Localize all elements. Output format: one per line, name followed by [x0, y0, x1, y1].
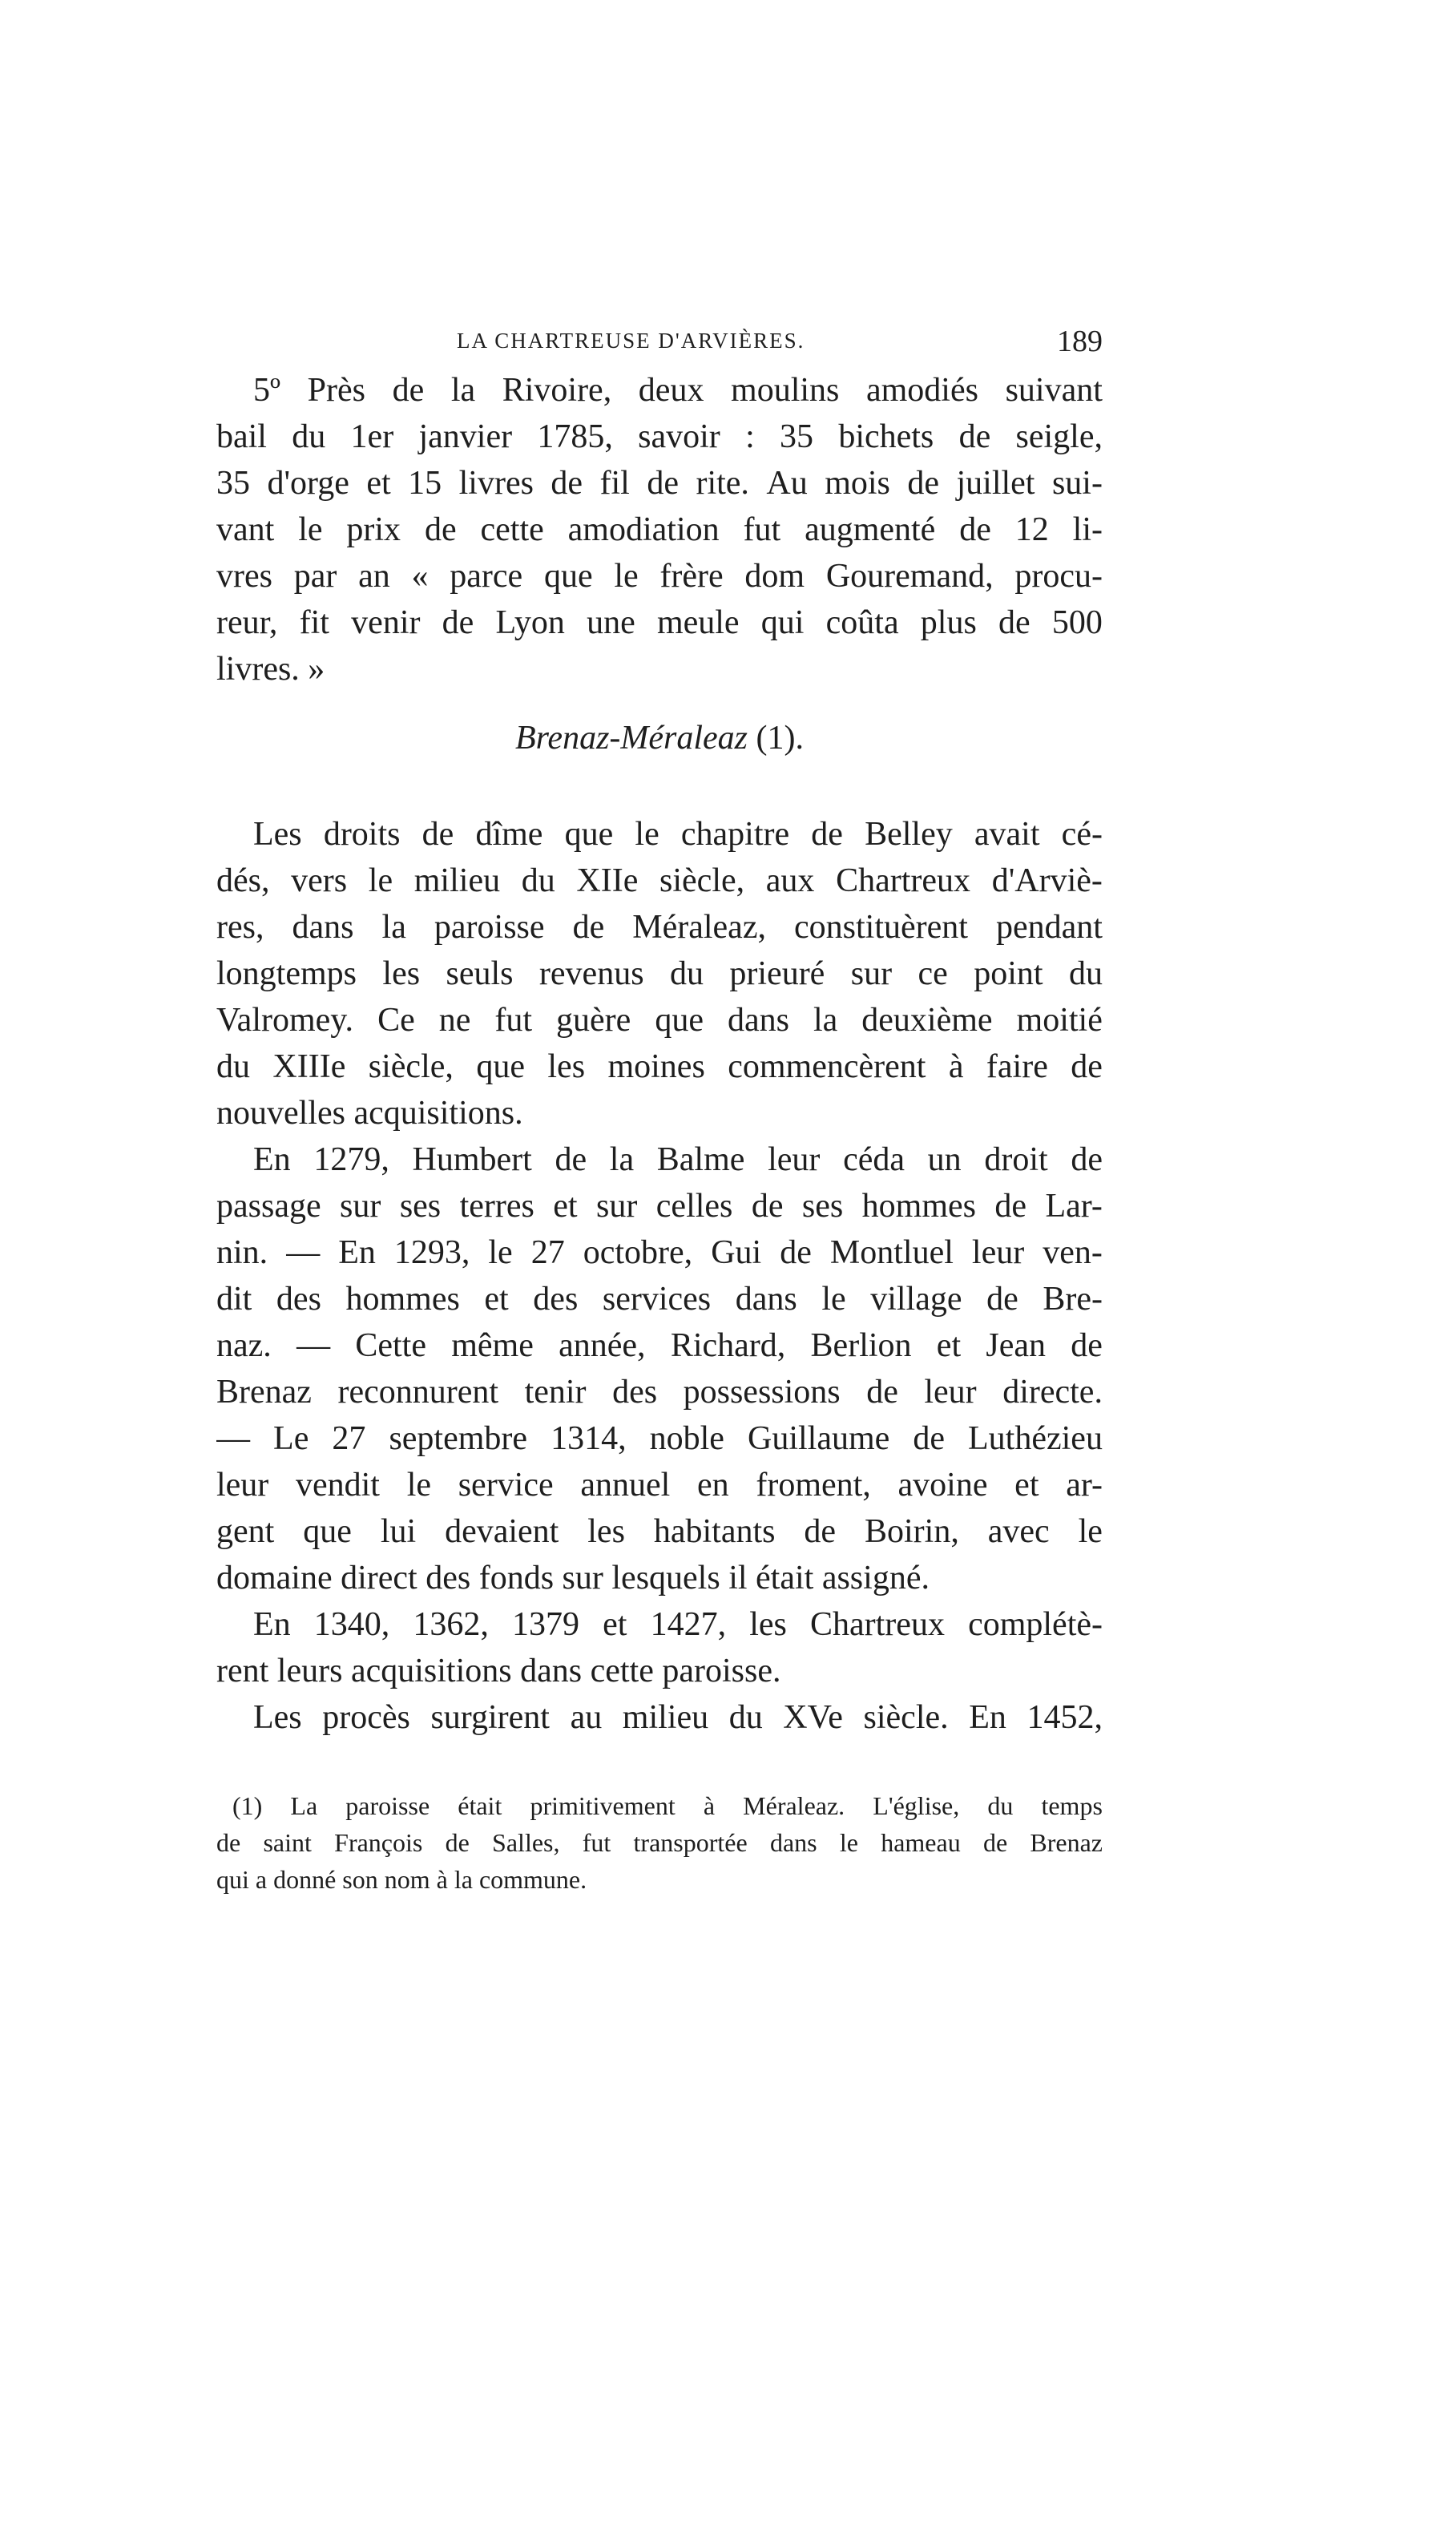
text-line: gent que lui devaient les habitants de Boirin, avec le: [216, 1513, 1103, 1550]
text-line: rent leurs acquisitions dans cette paroisse.: [216, 1653, 781, 1689]
section-heading: [216, 715, 1103, 761]
text-line: naz. — Cette même année, Richard, Berlion et Jean de: [216, 1327, 1103, 1364]
page-number: 189: [1057, 325, 1103, 358]
footnote-line: (1) La paroisse était primitivement à Méraleaz. L'église, du temps: [232, 1791, 1103, 1820]
text-line: En 1340, 1362, 1379 et 1427, les Chartreux complétè-: [253, 1606, 1103, 1643]
text-line: res, dans la paroisse de Méraleaz, constituèrent pendant: [216, 909, 1103, 946]
text-line: Valromey. Ce ne fut guère que dans la deuxième moitié: [216, 1002, 1103, 1039]
text-line: dés, vers le milieu du XIIe siècle, aux Chartreux d'Arviè-: [216, 862, 1103, 899]
footnote-line: de saint François de Salles, fut transportée dans le hameau de Brenaz: [216, 1828, 1103, 1857]
text-line: passage sur ses terres et sur celles de ses hommes de Lar-: [216, 1188, 1103, 1225]
text-line: En 1279, Humbert de la Balme leur céda un droit de: [253, 1141, 1103, 1178]
text-line: vres par an « parce que le frère dom Gouremand, procu-: [216, 558, 1103, 595]
paragraph-1: [216, 367, 1103, 692]
paragraph-3: [216, 1136, 1103, 1601]
text-line: livres. »: [216, 651, 325, 688]
text-line: 5º Près de la Rivoire, deux moulins amodiés suivant: [253, 372, 1103, 409]
text-line: Les droits de dîme que le chapitre de Belley avait cé-: [253, 816, 1103, 853]
footnote-line: qui a donné son nom à la commune.: [216, 1865, 587, 1894]
text-line: 35 d'orge et 15 livres de fil de rite. Au mois de juillet sui-: [216, 465, 1103, 502]
text-line: bail du 1er janvier 1785, savoir : 35 bichets de seigle,: [216, 418, 1103, 455]
text-line: nin. — En 1293, le 27 octobre, Gui de Montluel leur ven-: [216, 1234, 1103, 1271]
text-line: domaine direct des fonds sur lesquels il était assigné.: [216, 1560, 930, 1597]
text-line: reur, fit venir de Lyon une meule qui coûta plus de 500: [216, 604, 1103, 641]
footnote-reference: (1).: [756, 720, 805, 757]
text-line: vant le prix de cette amodiation fut augmenté de 12 li-: [216, 511, 1103, 548]
paragraph-2: [216, 811, 1103, 1136]
text-line: nouvelles acquisitions.: [216, 1095, 523, 1132]
text-line: leur vendit le service annuel en froment, avoine et ar-: [216, 1467, 1103, 1504]
text-line: longtemps les seuls revenus du prieuré sur ce point du: [216, 955, 1103, 992]
text-line: Brenaz reconnurent tenir des possessions de leur directe.: [216, 1374, 1103, 1411]
paragraph-4: [216, 1601, 1103, 1694]
text-line: Les procès surgirent au milieu du XVe siècle. En 1452,: [253, 1699, 1103, 1736]
text-line: du XIIIe siècle, que les moines commencèrent à faire de: [216, 1048, 1103, 1085]
running-title: LA CHARTREUSE D'ARVIÈRES.: [457, 329, 805, 353]
section-title: Brenaz-Méraleaz: [514, 720, 748, 757]
text-line: dit des hommes et des services dans le village de Bre-: [216, 1281, 1103, 1318]
paragraph-5: [216, 1694, 1103, 1741]
footnotes: [216, 1787, 1103, 1898]
running-head: [216, 324, 1103, 364]
body-text: [216, 367, 1103, 1741]
text-line: — Le 27 septembre 1314, noble Guillaume de Luthézieu: [216, 1420, 1103, 1457]
